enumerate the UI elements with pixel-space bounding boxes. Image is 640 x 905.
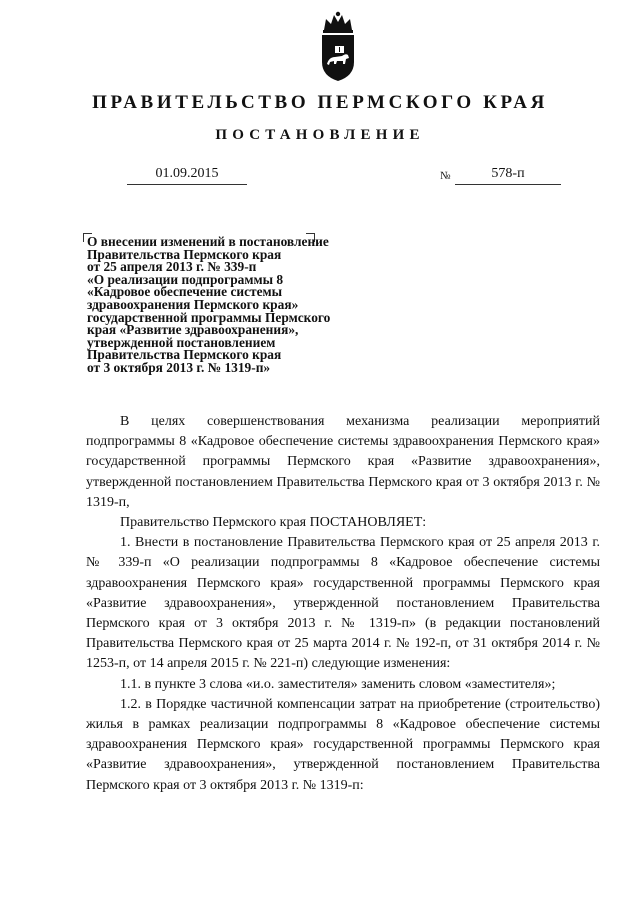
- document-number: 578-п: [455, 166, 561, 185]
- subject-line: Правительства Пермского края: [87, 347, 282, 363]
- subject-line: «О реализации подпрограммы 8: [87, 271, 284, 287]
- government-title: ПРАВИТЕЛЬСТВО ПЕРМСКОГО КРАЯ: [92, 92, 548, 113]
- subject-line: края «Развитие здравоохранения»,: [87, 322, 299, 338]
- subject-line: утвержденной постановлением: [87, 334, 276, 350]
- clause-1-2: 1.2. в Порядке частичной компенсации затрат на приобретение (строительство) жилья в рамках реализации подпрограммы 8 «Кадровое обеспечение системы здравоохранения Пермского края» государственной программы Пермского края «Развитие здравоохранения», утвержденной постановлением Правительства Пермского края от 3 октября 2013 г. № 1319-п:: [86, 696, 600, 793]
- document-subject: [87, 236, 387, 375]
- resolution-statement: Правительство Пермского края ПОСТАНОВЛЯЕТ:: [120, 515, 427, 531]
- subject-line: здравоохранения Пермского края»: [87, 296, 299, 312]
- document-type: ПОСТАНОВЛЕНИЕ: [215, 127, 425, 143]
- subject-line: Правительства Пермского края: [87, 246, 282, 262]
- clause-1: 1. Внести в постановление Правительства Пермского края от 25 апреля 2013 г. № 339-п «О реализации подпрограммы 8 «Кадровое обеспечение системы здравоохранения Пермского края» государственной программы Пермского края «Развитие здравоохранения», утвержденной постановлением Правительства Пермского края от 3 октября 2013 г. № 1319-п» (в редакции постановлений Правительства Пермского края от 25 марта 2014 г. № 192-п, от 31 октября 2014 г. № 1253-п, от 14 апреля 2015 г. № 221-п) следующие изменения:: [86, 535, 600, 672]
- subject-line: О внесении изменений в постановление: [87, 234, 329, 249]
- preamble-paragraph: В целях совершенствования механизма реализации мероприятий подпрограммы 8 «Кадровое обеспечение системы здравоохранения Пермского края» государственной программы Пермского края «Развитие здравоохранения», утвержденной постановлением Правительства Пермского края от 3 октября 2013 г. № 1319-п,: [86, 414, 600, 510]
- subject-line: от 3 октября 2013 г. № 1319-п»: [87, 359, 271, 375]
- clause-1-1: 1.1. в пункте 3 слова «и.о. заместителя» заменить словом «заместителя»;: [120, 676, 556, 692]
- subject-line: «Кадровое обеспечение системы: [87, 284, 283, 300]
- number-sign: №: [440, 170, 451, 182]
- document-date: 01.09.2015: [127, 166, 247, 185]
- subject-line: государственной программы Пермского: [87, 309, 331, 325]
- document-body: [86, 412, 600, 796]
- perm-krai-coat-of-arms-icon: [315, 10, 361, 82]
- subject-line: от 25 апреля 2013 г. № 339-п: [87, 259, 257, 275]
